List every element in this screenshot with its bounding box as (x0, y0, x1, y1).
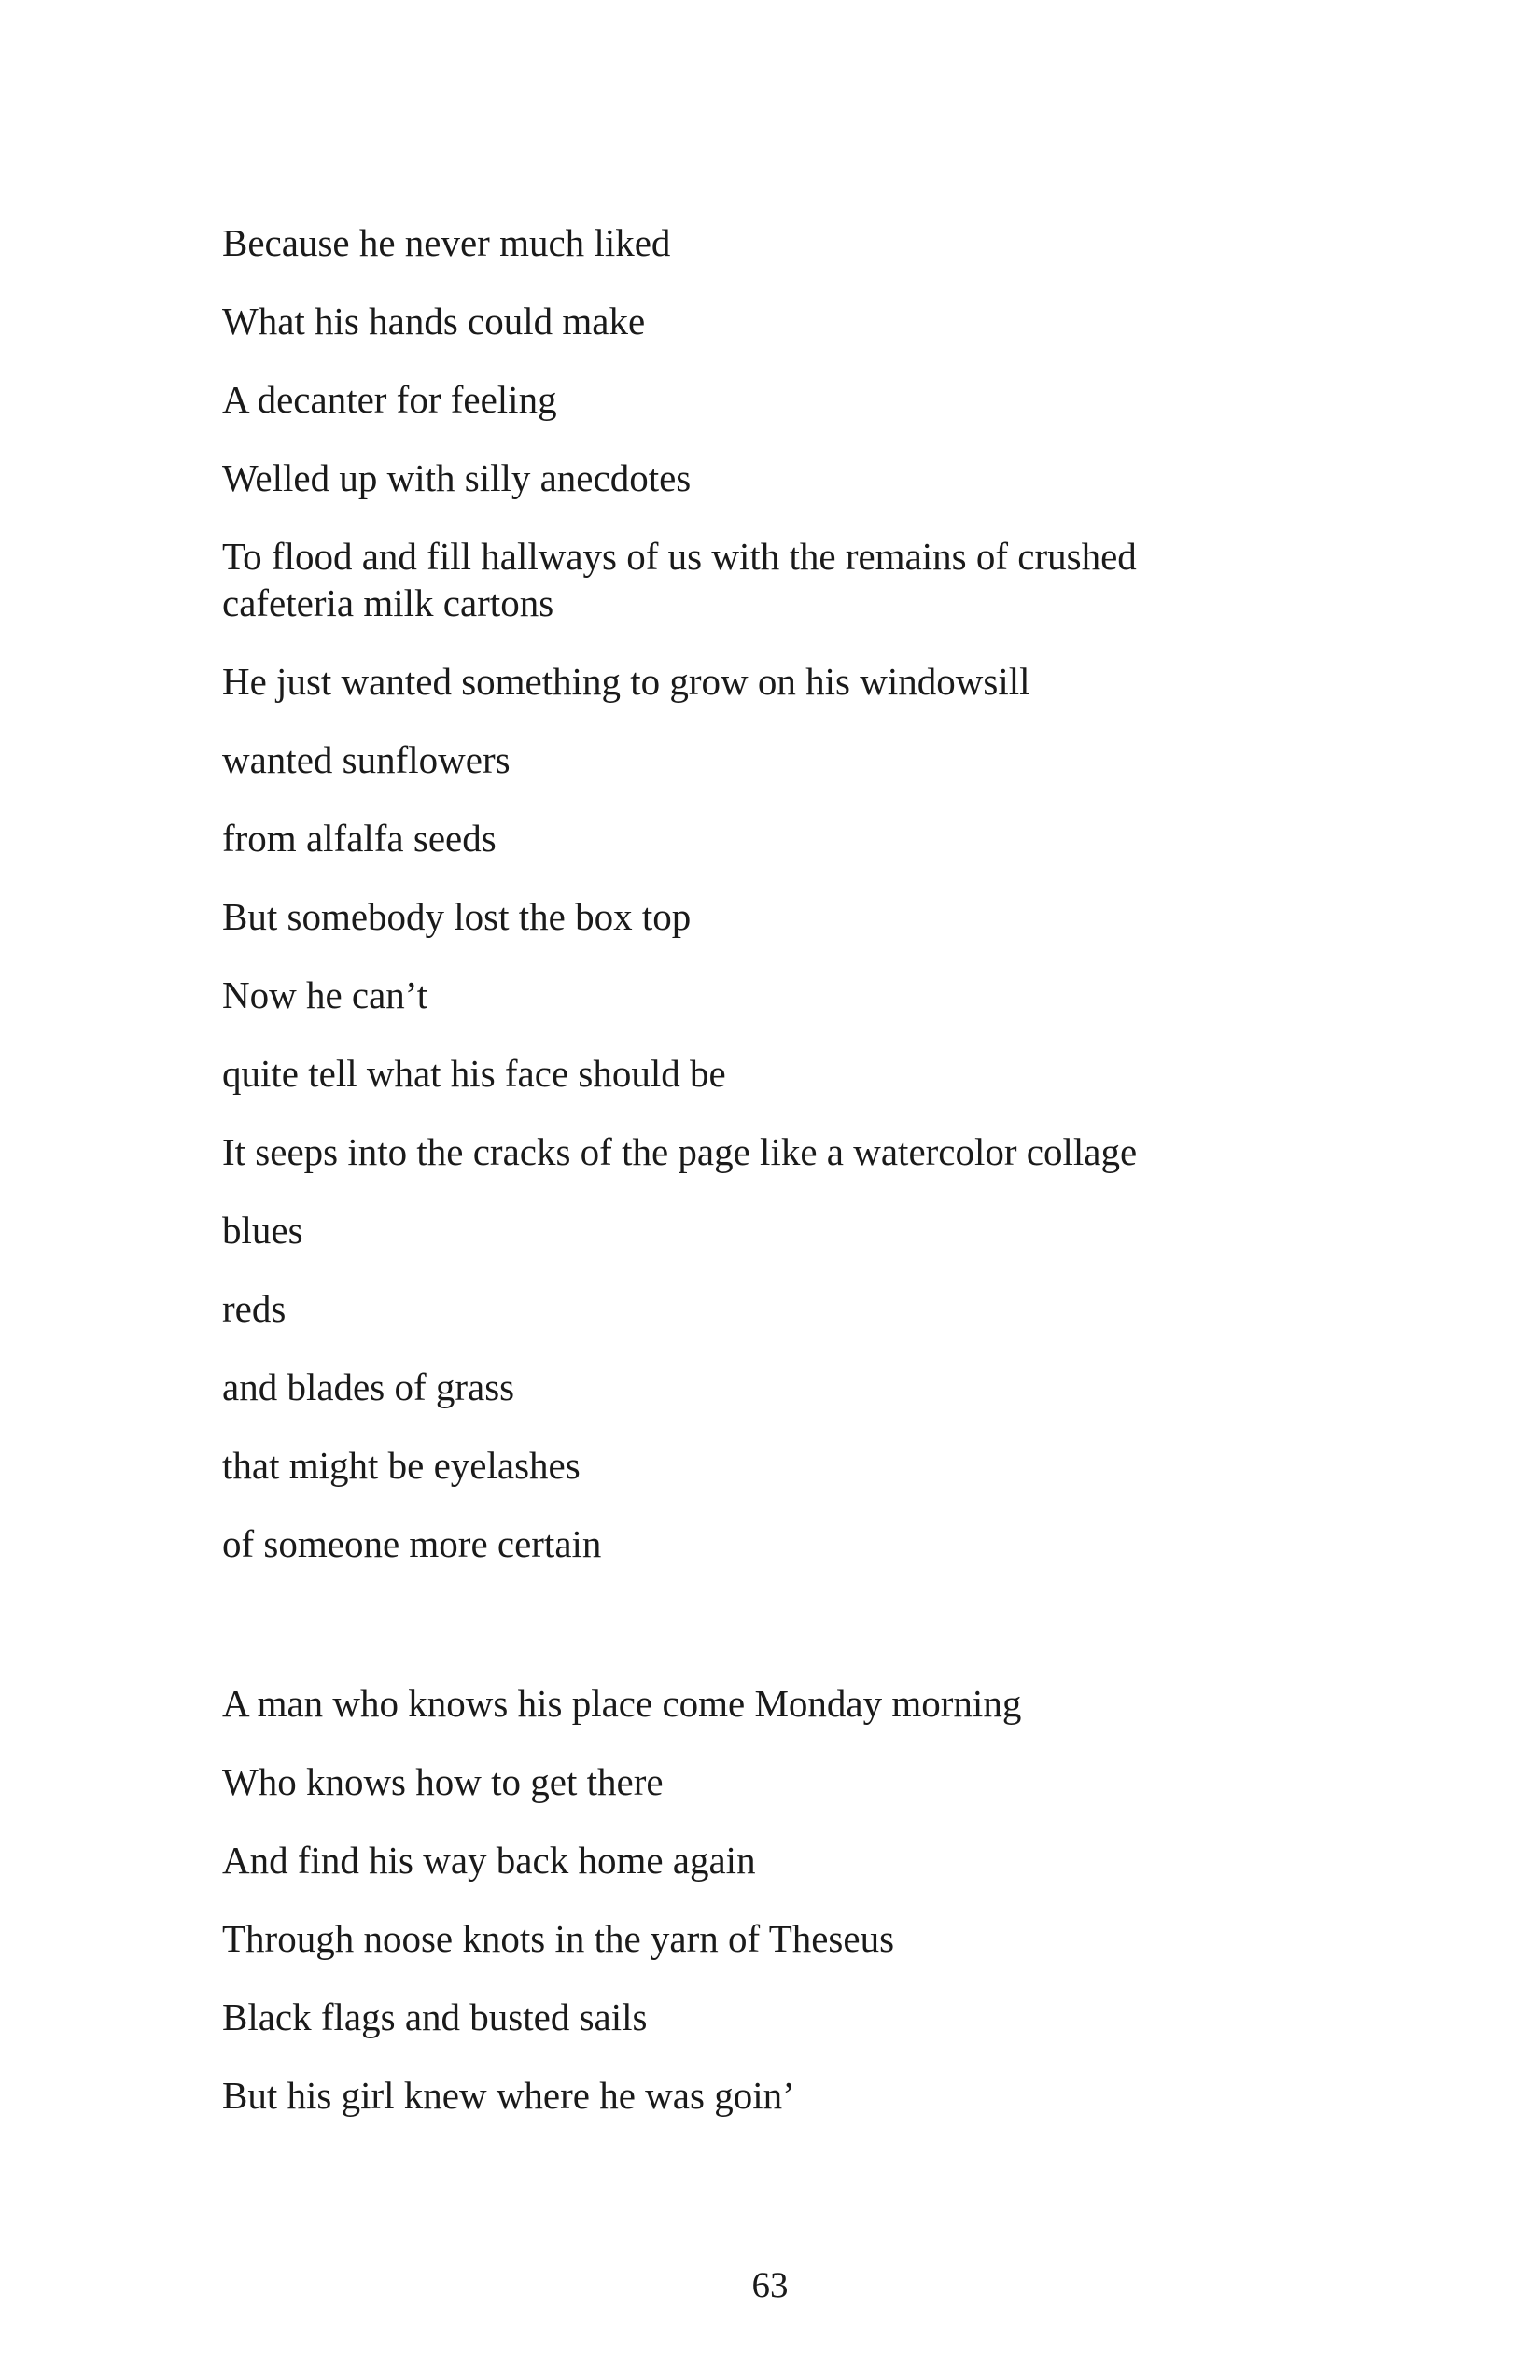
page-number: 63 (751, 2265, 789, 2305)
poem-line: A man who knows his place come Monday morning (222, 1682, 1022, 1725)
poem-line: It seeps into the cracks of the page like a watercolor collage (222, 1130, 1138, 1173)
poem-line: But somebody lost the box top (222, 895, 692, 938)
poem-line: To flood and fill hallways of us with the remains of crushed cafeteria milk cartons (222, 535, 1137, 624)
poem-stanza-1 (222, 219, 1342, 1599)
poem-line: that might be eyelashes (222, 1444, 581, 1487)
poem-line: Because he never much liked (222, 221, 671, 264)
poem-line: Black flags and busted sails (222, 1995, 648, 2038)
poem-stanza-2 (222, 1680, 1342, 2150)
poem-line: But his girl knew where he was goin’ (222, 2074, 795, 2117)
poem-line: of someone more certain (222, 1522, 602, 1565)
poem-line: Now he can’t (222, 973, 428, 1016)
poem-line: from alfalfa seeds (222, 817, 497, 860)
poem-line: Who knows how to get there (222, 1760, 664, 1803)
poem-line: And find his way back home again (222, 1839, 756, 1882)
poem-line: and blades of grass (222, 1365, 515, 1408)
poem-line: A decanter for feeling (222, 378, 557, 421)
poem-line: He just wanted something to grow on his windowsill (222, 660, 1030, 703)
poem-line: Through noose knots in the yarn of Theseus (222, 1917, 895, 1960)
poem-line: blues (222, 1209, 303, 1252)
poem-line: wanted sunflowers (222, 738, 511, 781)
poem-line: quite tell what his face should be (222, 1052, 726, 1095)
poem-line: Welled up with silly anecdotes (222, 456, 692, 499)
poem-line: reds (222, 1287, 287, 1330)
poem-line: What his hands could make (222, 300, 646, 343)
